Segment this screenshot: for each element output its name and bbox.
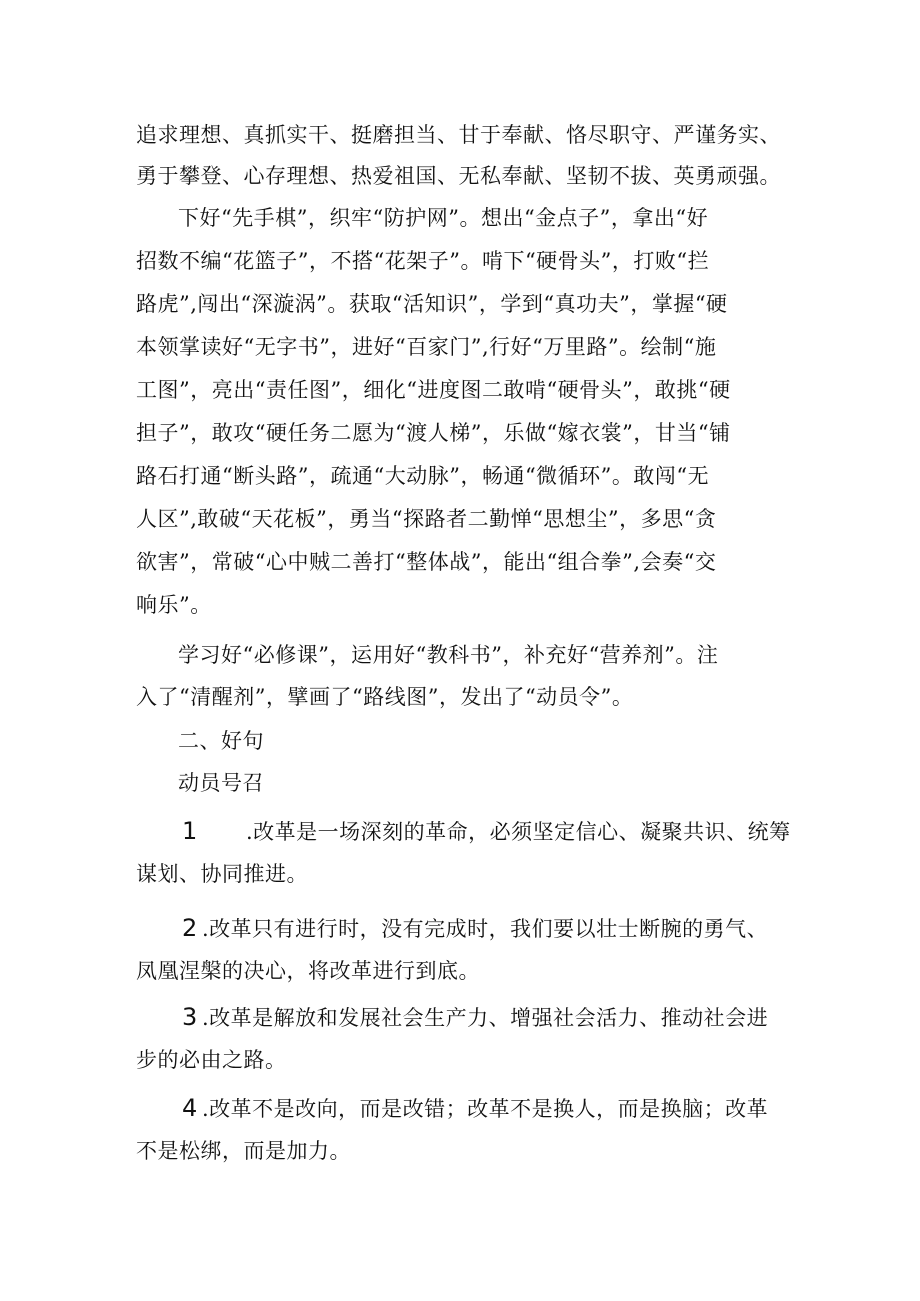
item-text-continued: 谋划、协同推进。 [136, 862, 308, 886]
sub-heading: 动员号召 [178, 771, 264, 795]
text-line: 路虎”,闯出“深漩涡”。获取“活知识”，学到“真功夫”，掌握“硬 [136, 292, 728, 316]
text-line: 勇于攀登、心存理想、热爱祖国、无私奉献、坚韧不拔、英勇顽强。 [136, 164, 781, 188]
text-line: 响乐”。 [136, 593, 212, 617]
text-line: 招数不编“花篮子”，不搭“花架子”。啃下“硬骨头”，打败“拦 [136, 249, 710, 273]
item-number: 4 [182, 1094, 198, 1122]
text-line: 人区”,敢破“天花板”，勇当“探路者二勤惮“思想尘”，多思“贪 [136, 507, 717, 531]
item-number: 3 [182, 1003, 198, 1031]
item-text-continued: 不是松绑，而是加力。 [136, 1139, 351, 1163]
text-line: 欲害”，常破“心中贼二善打“整体战”，能出“组合拳”,会奏“交 [136, 550, 717, 574]
item-text: .改革是一场深刻的革命，必须坚定信心、凝聚共识、统筹 [246, 820, 791, 844]
text-line: 工图”，亮出“责任图”，细化“进度图二敢啃“硬骨头”，敢挑“硬 [136, 378, 731, 402]
item-number: 1 [182, 817, 198, 845]
item-number: 2 [182, 914, 198, 942]
item-text-continued: 凤凰涅槃的决心，将改革进行到底。 [136, 959, 480, 983]
text-line: 担子”，敢攻“硬任务二愿为“渡人梯”，乐做“嫁衣裳”，甘当“铺 [136, 421, 731, 445]
text-line: 下好“先手棋”，织牢“防护网”。想出“金点子”，拿出“好 [178, 206, 709, 230]
text-line: 追求理想、真抓实干、挺磨担当、甘于奉献、恪尽职守、严谨务实、 [136, 123, 781, 147]
item-text: .改革是解放和发展社会生产力、增强社会活力、推动社会进 [202, 1006, 769, 1030]
text-line: 学习好“必修课”，运用好“教科书”，补充好“营养剂”。注 [178, 643, 719, 667]
text-line: 入了“清醒剂”，擘画了“路线图”，发出了“动员令”。 [136, 685, 634, 709]
section-heading: 二、好句 [178, 729, 264, 753]
item-text: .改革只有进行时，没有完成时，我们要以壮士断腕的勇气、 [202, 917, 769, 941]
item-text: .改革不是改向，而是改错；改革不是换人，而是换脑；改革 [202, 1097, 769, 1121]
item-text-continued: 步的必由之路。 [136, 1048, 287, 1072]
text-line: 路石打通“断头路”，疏通“大动脉”，畅通“微循环”。敢闯“无 [136, 464, 710, 488]
text-line: 本领掌读好“无字书”，进好“百家门”,行好“万里路”。绘制“施 [136, 335, 717, 359]
